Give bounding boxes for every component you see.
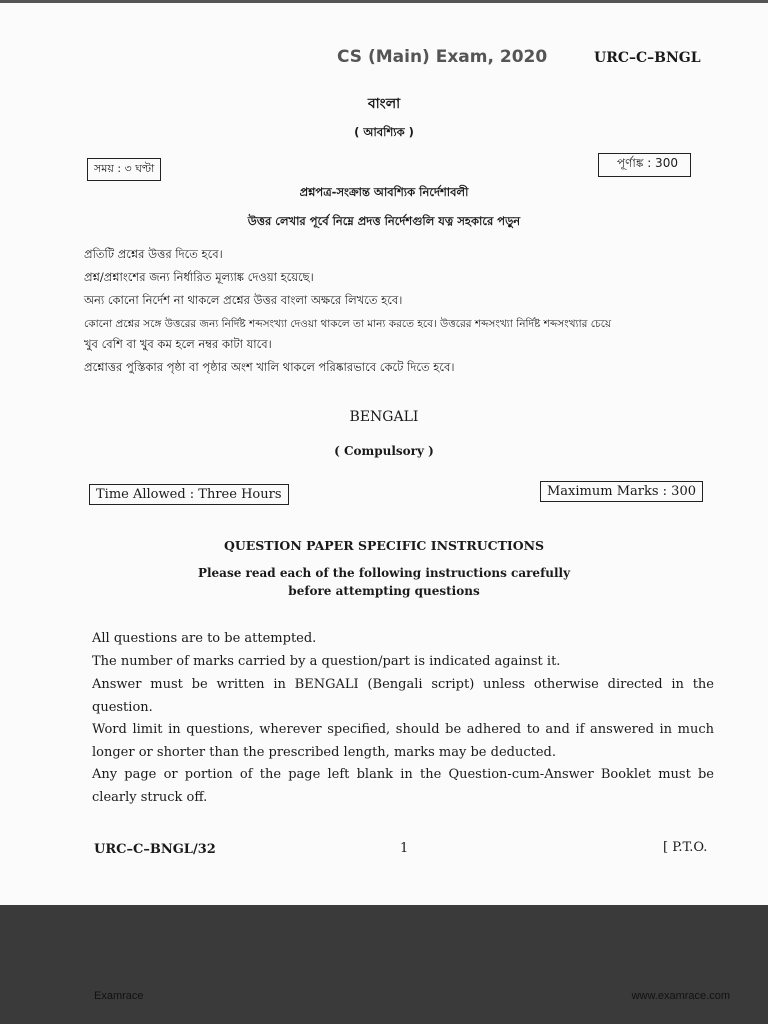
pto-marker: [ P.T.O. bbox=[663, 840, 708, 855]
bengali-subtitle: ( আবশ্যিক ) bbox=[354, 125, 414, 139]
bengali-marks-box: পূর্ণাঙ্ক : 300 bbox=[598, 153, 691, 177]
scan-footer-band bbox=[0, 905, 768, 1024]
english-title: BENGALI bbox=[349, 409, 419, 425]
bengali-instruction: খুব বেশি বা খুব কম হলে নম্বর কাটা যাবে। bbox=[84, 337, 272, 351]
english-instructions-heading: QUESTION PAPER SPECIFIC INSTRUCTIONS bbox=[223, 538, 545, 553]
bengali-time-box: সময় : ৩ ঘণ্টা bbox=[87, 158, 161, 181]
english-subtitle: ( Compulsory ) bbox=[334, 444, 434, 458]
page-number: 1 bbox=[400, 841, 409, 856]
english-instruction: Word limit in questions, wherever specified, should be adhered to and if answered in much longer or shorter than the prescribed length, marks may be deducted. bbox=[92, 722, 714, 760]
bengali-instruction: প্রশ্ন/প্রশ্নাংশের জন্য নির্ধারিত মূল্যাঙ্ক দেওয়া হয়েছে। bbox=[84, 270, 314, 284]
maximum-marks-box: Maximum Marks : 300 bbox=[540, 481, 703, 502]
bengali-instruction: প্রশ্নোত্তর পুস্তিকার পৃষ্ঠা বা পৃষ্ঠার অংশ খালি থাকলে পরিষ্কারভাবে কেটে দিতে হবে। bbox=[84, 360, 455, 374]
scan-edge bbox=[0, 0, 768, 3]
bengali-title: বাংলা bbox=[367, 96, 401, 112]
english-instruction: The number of marks carried by a question/part is indicated against it. bbox=[92, 654, 561, 669]
english-instructions-subheading: Please read each of the following instructions carefully bbox=[197, 566, 571, 580]
page-footer-code: URC–C–BNGL/32 bbox=[94, 842, 216, 857]
bengali-instruction: প্রতিটি প্রশ্নের উত্তর দিতে হবে। bbox=[84, 247, 223, 261]
english-instruction: Any page or portion of the page left blank in the Question-cum-Answer Booklet must be clearly struck off. bbox=[92, 767, 714, 805]
time-allowed-box: Time Allowed : Three Hours bbox=[89, 484, 289, 505]
bengali-instructions-subheading: উত্তর লেখার পূর্বে নিম্নে প্রদত্ত নির্দেশগুলি যত্ন সহকারে পড়ুন bbox=[247, 214, 521, 228]
bengali-instruction: অন্য কোনো নির্দেশ না থাকলে প্রশ্নের উত্তর বাংলা অক্ষরে লিখতে হবে। bbox=[84, 293, 403, 307]
bengali-instructions-heading: প্রশ্নপত্র-সংক্রান্ত আবশ্যিক নির্দেশাবলী bbox=[299, 185, 469, 199]
english-instructions-subheading: before attempting questions bbox=[288, 584, 480, 598]
paper-code: URC–C–BNGL bbox=[594, 50, 701, 66]
watermark-left: Examrace bbox=[94, 990, 144, 1002]
english-instruction: All questions are to be attempted. bbox=[92, 631, 317, 646]
watermark-right: www.examrace.com bbox=[631, 990, 730, 1002]
english-instruction: Answer must be written in BENGALI (Bengali script) unless otherwise directed in the question. bbox=[92, 677, 714, 715]
exam-title: CS (Main) Exam, 2020 bbox=[337, 47, 548, 67]
bengali-instruction: কোনো প্রশ্নের সঙ্গে উত্তরের জন্য নির্দিষ্ট শব্দসংখ্যা দেওয়া থাকলে তা মান্য করতে হবে। উত্তরের শব্দসংখ্যা নির্দিষ্ট শব্দসংখ্যার চেয়ে bbox=[84, 318, 612, 330]
